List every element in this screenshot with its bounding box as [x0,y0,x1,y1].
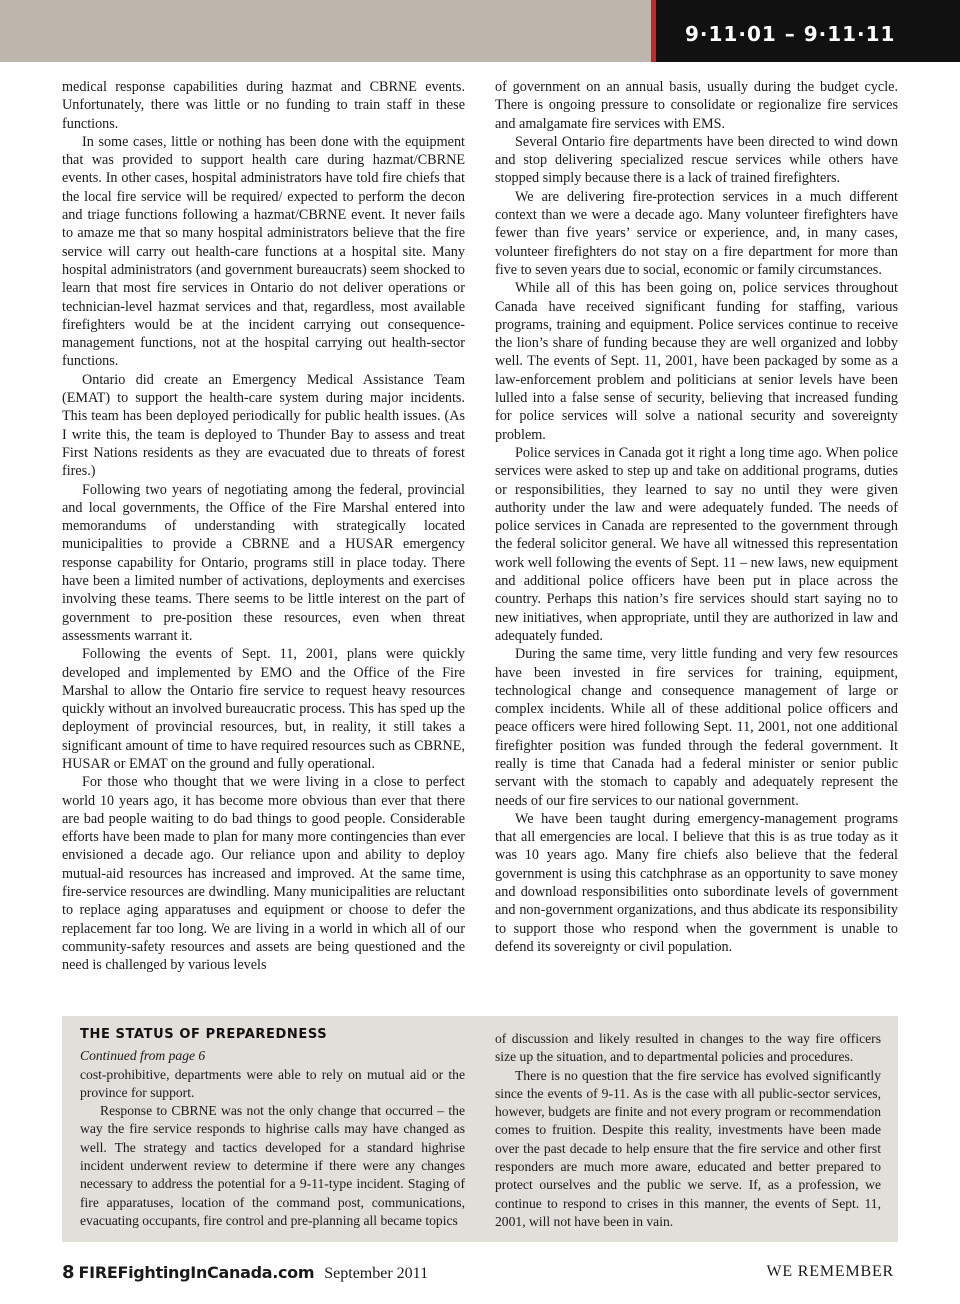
paragraph: For those who thought that we were living in a close to perfect world 10 years ago, it has become more obvious than ever that there are bad people waiting to do bad things to good people. Considerable efforts have been made to plan for many more contingencies than ever envisioned a decade ago. Our reliance upon and ability to deploy mutual-aid resources has increased and improved. At the same time, fire-service resources are dwindling. Many municipalities are reluctant to replace aging apparatuses and equipment or choose to defer the replacement far too long. We are living in a world in which all of our community-safety resources and assets are being questioned and the need is challenged by various levels [62,774,465,974]
paragraph: medical response capabilities during hazmat and CBRNE events. Unfortunately, there was little or no funding to train staff in these functions. [62,79,465,132]
page-number: 8 [62,1262,75,1283]
website-name: FIREFightingInCanada.com [78,1263,315,1282]
paragraph: In some cases, little or nothing has been done with the equipment that was provided to support health care during hazmat/CBRNE events. In other cases, hospital administrators have told fire chiefs that the local fire service will be required/ expected to perform the decon and triage functions following a hazmat/CBRNE event. It never fails to amaze me that so many hospital administrators believe that the fire service will carry out health-care functions at a hospital site. Many hospital administrators (and government bureaucrats) seem shocked to learn that most fire services in Ontario do not deliver operations or technician-level hazmat services and that, regardless, most available firefighters would be at the incident carrying out consequence-management functions, not at the hospital carrying out health-sector functions. [62,133,465,370]
paragraph: We have been taught during emergency-management programs that all emergencies are local. I believe that this is as true today as it was 10 years ago. Many fire chiefs also believe that the federal government is using this catchphrase as an opportunity to save money and download responsibilities onto subordinate levels of government and non-government organizations, and thus abdicate its responsibility to support those who respond when the government is unable to defend its sovereignty or civil population. [495,810,898,955]
paragraph: Following the events of Sept. 11, 2001, plans were quickly developed and implemented by EMO and the Office of the Fire Marshal to allow the Ontario fire service to request heavy resources quickly without an involved bureaucratic process. This has sped up the deployment of provincial resources, but, in reality, it still takes a significant amount of time to have required resources such as CBRNE, HUSAR or EMAT on the ground and fully operational. [62,646,465,772]
paragraph: Several Ontario fire departments have been directed to wind down and stop delivering specialized rescue services while others have stopped simply because there is a lack of trained firefighters. [495,133,898,187]
article-left-column [62,78,465,975]
paragraph: During the same time, very little funding and very few resources have been invested in fire services for training, equipment, technological change and consequence management of large or complex incidents. While all of these additional police officers and peace officers were hired following Sept. 11, 2001, not one additional firefighter position was funded through the federal government. It really is time that Canada had a federal minister or senior public servant with the stomach to capably and adequately represent the needs of our fire services to our national government. [495,646,898,809]
date-range-label: 9·11·01 – 9·11·11 [685,22,896,46]
continued-note: Continued from page 6 [80,1048,206,1064]
paragraph: There is no question that the fire service has evolved significantly since the events of 9-11. As is the case with all public-sector services, however, budgets are finite and not every program or recommendation comes to fruition. Despite this reality, investments have been made over the past decade to help ensure that the fire service and other first responders are much more aware, educated and better prepared to protect ourselves and the public we serve. If, as a profession, we continue to respond to crises in this manner, the events of Sept. 11, 2001, will not have been in vain. [495,1067,881,1229]
issue-date: September 2011 [324,1265,429,1282]
paragraph: of discussion and likely resulted in changes to the way fire officers size up the situation, and to departmental policies and procedures. [495,1031,881,1065]
date-tab-accent [651,0,656,62]
paragraph: cost-prohibitive, departments were able to rely on mutual aid or the province for support. [80,1066,465,1100]
preparedness-sidebar [62,1016,898,1242]
paragraph: Ontario did create an Emergency Medical Assistance Team (EMAT) to support the health-care system during major incidents. This team has been deployed periodically for public health issues. (As I write this, the team is deployed to Thunder Bay to assess and treat First Nations residents as they are evacuated due to threats of forest fires.) [62,371,465,480]
paragraph: We are delivering fire-protection services in a much different context than we were a decade ago. Many volunteer firefighters have fewer than five years’ service or experience, and, in many cases, volunteer firefighters do not stay on a fire department for more than five to seven years due to social, economic or family circumstances. [495,188,898,278]
sidebar-title: THE STATUS OF PREPAREDNESS [80,1027,328,1042]
section-name: WE REMEMBER [766,1263,894,1280]
paragraph: While all of this has been going on, police services throughout Canada have received significant funding for staffing, various programs, training and equipment. Police services continue to receive the lion’s share of funding because they are well organized and lobby well. The events of Sept. 11, 2001, have been packaged by some as a law-enforcement problem and politicians at senior levels have been lulled into a false sense of security, believing that increased funding for police services will solve a national security and sovereignty problem. [495,280,898,443]
paragraph: Following two years of negotiating among the federal, provincial and local governments, the Office of the Fire Marshal entered into memorandums of understanding with strategically located municipalities to provide a CBRNE and a HUSAR emergency response capability for Ontario, programs still in place today. There have been a limited number of activations, deployments and exercises involving these teams. There seems to be little interest on the part of government to pre-position these resources, even when threat assessments warrant it. [62,481,465,644]
sidebar-left-column [80,1026,465,1230]
article-right-column [495,78,898,956]
paragraph: Police services in Canada got it right a long time ago. When police services were asked to step up and take on additional programs, duties or responsibilities, they learned to say no until they were given authority under the law and were adequately funded. The needs of police services in Canada are represented to the government through the federal solicitor general. We have all witnessed this representation work well following the events of Sept. 11 – new laws, new equipment and additional police officers have been put in place across the country. Perhaps this nation’s fire services should start saying no to new initiatives, when appropriate, until they are authorized in law and adequately funded. [495,444,898,644]
sidebar-right-column [495,1030,881,1231]
date-range-tab [651,0,960,62]
page-footer [62,1262,898,1286]
paragraph: of government on an annual basis, usually during the budget cycle. There is ongoing pressure to consolidate or regionalize fire services and amalgamate fire services with EMS. [495,79,898,132]
paragraph: Response to CBRNE was not the only change that occurred – the way the fire service responds to highrise calls may have changed as well. The strategy and tactics developed for a standard highrise incident underwent review to determine if there were any changes necessary to address the potential for a 9-11-type incident. Staging of fire apparatuses, location of the command post, communications, evacuating occupants, fire control and pre-planning all became topics [80,1103,465,1228]
